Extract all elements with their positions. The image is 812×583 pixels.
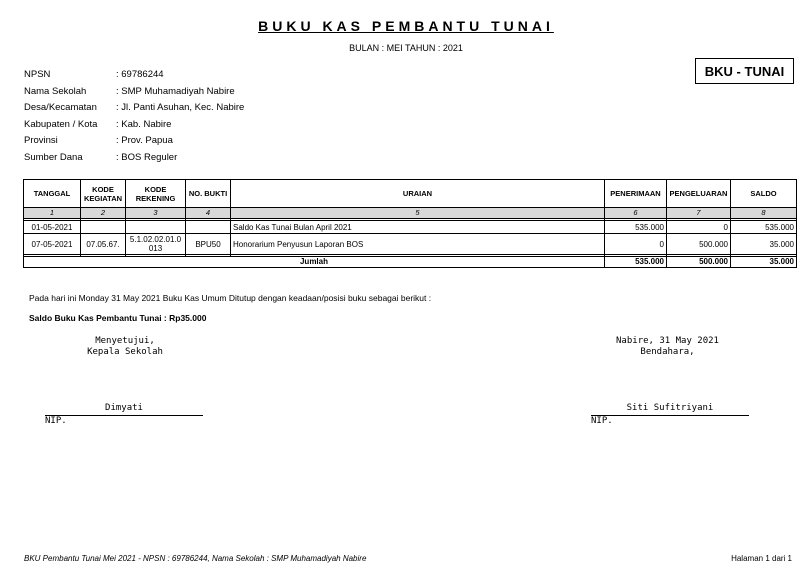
- left-nip: NIP.: [45, 416, 67, 426]
- left-approval-label: Menyetujui,: [95, 336, 155, 346]
- left-signature-block: [60, 336, 190, 358]
- document-title: BUKU KAS PEMBANTU TUNAI: [258, 18, 554, 34]
- total-label: Jumlah: [24, 257, 605, 268]
- cell-uraian: Saldo Kas Tunai Bulan April 2021: [231, 221, 605, 234]
- table-column-number-row: [24, 208, 797, 219]
- bku-badge: BKU - TUNAI: [695, 58, 794, 84]
- right-nip: NIP.: [591, 416, 613, 426]
- header-tanggal: TANGGAL: [24, 180, 81, 208]
- info-value-kabupaten: : Kab. Nabire: [116, 118, 172, 130]
- right-signer-name: Siti Sufitriyani: [626, 403, 714, 413]
- page-number: Halaman 1 dari 1: [731, 554, 792, 563]
- left-role-label: Kepala Sekolah: [87, 347, 163, 357]
- info-label-sumber-dana: Sumber Dana: [24, 152, 83, 163]
- saldo-summary: Saldo Buku Kas Pembantu Tunai : Rp35.000: [29, 313, 207, 323]
- header-uraian: URAIAN: [231, 180, 605, 208]
- bku-table: [23, 179, 797, 268]
- cell-penerimaan: 535.000: [605, 221, 667, 234]
- info-label-npsn: NPSN: [24, 69, 51, 80]
- column-number: 7: [667, 208, 731, 219]
- column-number: 5: [231, 208, 605, 219]
- document-subtitle: BULAN : MEI TAHUN : 2021: [349, 43, 463, 53]
- cell-no-bukti: [186, 221, 231, 234]
- cell-saldo: 535.000: [731, 221, 797, 234]
- cell-pengeluaran: 0: [667, 221, 731, 234]
- right-signature-block: [595, 336, 740, 358]
- cell-tanggal: 07-05-2021: [24, 234, 81, 255]
- column-number: 2: [81, 208, 126, 219]
- cell-kode-kegiatan: 07.05.67.: [81, 234, 126, 255]
- left-signer-name: Dimyati: [105, 403, 143, 413]
- column-number: 4: [186, 208, 231, 219]
- info-value-sumber-dana: : BOS Reguler: [116, 152, 178, 163]
- total-saldo: 35.000: [731, 257, 797, 268]
- header-saldo: SALDO: [731, 180, 797, 208]
- total-penerimaan: 535.000: [605, 257, 667, 268]
- table-header-row: [24, 180, 797, 208]
- total-pengeluaran: 500.000: [667, 257, 731, 268]
- info-label-kabupaten: Kabupaten / Kota: [24, 118, 98, 130]
- cell-pengeluaran: 500.000: [667, 234, 731, 255]
- cell-kode-kegiatan: [81, 221, 126, 234]
- cell-tanggal: 01-05-2021: [24, 221, 81, 234]
- header-kode-rekening: KODE REKENING: [126, 180, 186, 208]
- info-label-nama-sekolah: Nama Sekolah: [24, 85, 87, 97]
- info-value-provinsi: : Prov. Papua: [116, 135, 173, 147]
- column-number: 1: [24, 208, 81, 219]
- table-row: [24, 234, 797, 255]
- cell-penerimaan: 0: [605, 234, 667, 255]
- column-number: 6: [605, 208, 667, 219]
- cell-saldo: 35.000: [731, 234, 797, 255]
- right-signature-line: [591, 415, 749, 416]
- info-label-provinsi: Provinsi: [24, 135, 58, 147]
- cell-no-bukti: BPU50: [186, 234, 231, 255]
- info-value-desa: : Jl. Panti Asuhan, Kec. Nabire: [116, 102, 245, 114]
- table-total-row: [24, 257, 797, 268]
- cell-uraian: Honorarium Penyusun Laporan BOS: [231, 234, 605, 255]
- info-label-desa: Desa/Kecamatan: [24, 102, 97, 114]
- cell-kode-rekening: [126, 221, 186, 234]
- cell-kode-rekening: 5.1.02.02.01.0013: [126, 234, 186, 255]
- header-kode-kegiatan: KODE KEGIATAN: [81, 180, 126, 208]
- header-pengeluaran: PENGELUARAN: [667, 180, 731, 208]
- closing-statement: Pada hari ini Monday 31 May 2021 Buku Kas Umum Ditutup dengan keadaan/posisi buku sebagai berikut :: [29, 293, 432, 303]
- header-no-bukti: NO. BUKTI: [186, 180, 231, 208]
- table-row: [24, 221, 797, 234]
- column-number: 8: [731, 208, 797, 219]
- left-signature-line: [45, 415, 203, 416]
- footer-info: BKU Pembantu Tunai Mei 2021 - NPSN : 69786244, Nama Sekolah : SMP Muhamadiyah Nabire: [24, 554, 367, 563]
- column-number: 3: [126, 208, 186, 219]
- info-value-nama-sekolah: : SMP Muhamadiyah Nabire: [116, 85, 235, 97]
- right-role-label: Bendahara,: [640, 347, 695, 357]
- right-date: Nabire, 31 May 2021: [616, 336, 719, 346]
- info-value-npsn: : 69786244: [116, 69, 164, 80]
- header-penerimaan: PENERIMAAN: [605, 180, 667, 208]
